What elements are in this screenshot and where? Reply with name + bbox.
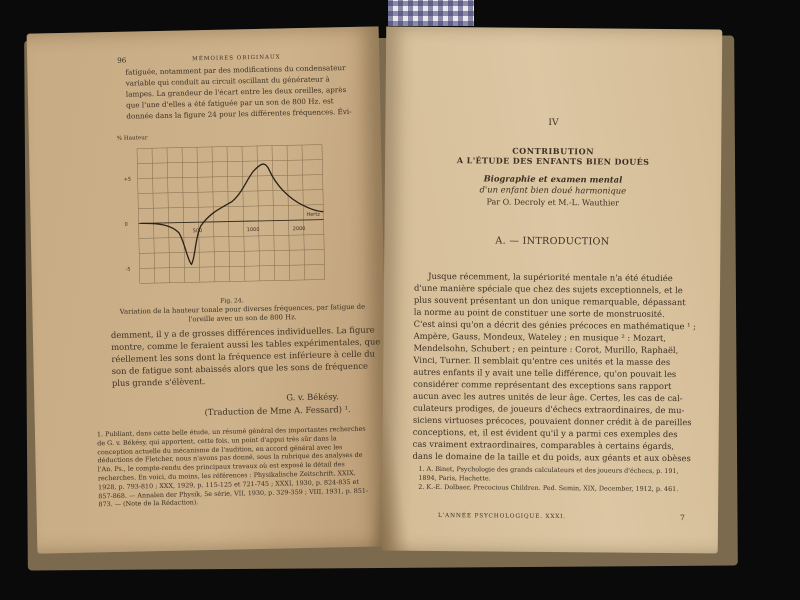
article-title-line1: CONTRIBUTION <box>512 145 595 157</box>
figure-caption-title: Fig. 24. <box>220 297 244 305</box>
running-foot: L'ANNÉE PSYCHOLOGIQUE. XXXI. <box>437 513 566 521</box>
intro-line: donnée dans la figure 24 pour les différentes fréquences. Évi- <box>126 106 352 121</box>
right-page <box>382 27 723 554</box>
chapter-number: IV <box>548 117 559 129</box>
body-line: réellement les sons dont la fréquence est inférieure à celle du <box>111 348 376 365</box>
intro-line: lampes. La grandeur de l'écart entre les deux oreilles, après <box>125 85 347 99</box>
y-tick: 0 <box>124 221 128 228</box>
article-title-line2: A L'ÉTUDE DES ENFANTS BIEN DOUÉS <box>456 155 650 167</box>
x-tick: 500 <box>192 228 203 235</box>
body-line: conceptions, et, il est évident qu'il y a parmi ces exemples des <box>412 426 678 440</box>
y-tick: +5 <box>123 176 132 183</box>
translation-note: (Traduction de Mme A. Fessard) ¹. <box>204 404 351 418</box>
body-line: Vinci, Turner. Il semblait qu'entre ces unités et la masse des <box>413 354 671 368</box>
body-line: autres enfants il y avait une telle différence, qu'on pouvait les <box>413 366 677 380</box>
left-running-head: MÉMOIRES ORIGINAUX <box>192 54 281 63</box>
body-line: siciens virtuoses précoces, pouvaient donner crédit à de pareilles <box>412 414 692 428</box>
intro-line: que l'une d'elles a été fatiguée par un son de 800 Hz. est <box>126 96 334 110</box>
footnote: 2. K.-E. Dolbaer, Precocious Children. Ped. Semin, XIX, December, 1912, p. 461. <box>418 482 679 494</box>
section-heading: A. — INTRODUCTION <box>495 235 610 248</box>
body-line: demment, il y a de grosses différences individuelles. La figure <box>110 324 375 341</box>
figure-y-axis-label: % Hauteur <box>116 135 148 142</box>
body-line: d'une manière spéciale que chez des sujets exceptionnels, et le <box>413 282 683 296</box>
body-line: son de fatigue sont abaissés alors que les sons de fréquence <box>111 360 369 377</box>
signature: G. v. Békésy. <box>286 391 339 403</box>
figure-24-graph <box>117 139 330 293</box>
intro-line: fatiguée, notamment par des modifications du condensateur <box>125 63 346 77</box>
body-line: considérer comme représentant des exceptions sans rapport <box>413 378 672 392</box>
subtitle-line1: Biographie et examen mental <box>483 173 623 185</box>
body-line: Jusque récemment, la supériorité mentale n'a été étudiée <box>428 270 673 284</box>
authors: Par O. Decroly et M.-L. Wauthier <box>486 197 620 208</box>
body-line: Ampère, Gauss, Mondeux, Wateley ; en musique ² : Mozart, <box>413 330 666 343</box>
body-line: C'est ainsi qu'on a décrit des génies précoces en mathématique ¹ ; <box>413 318 697 332</box>
x-tick: 2000 <box>292 225 306 233</box>
figure-caption: Variation de la hauteur tonale pour diverses fréquences, par fatigue de l'oreille avec un son de 800 Hz. <box>119 302 366 324</box>
body-line: plus grande s'élèvent. <box>111 376 206 389</box>
body-line: culateurs prodiges, de joueurs d'échecs extraordinaires, de mu- <box>412 402 685 416</box>
subtitle-line2: d'un enfant bien doué harmonique <box>479 184 627 196</box>
body-line: plus souvent présentant un don unique remarquable, dépassant <box>413 294 686 308</box>
paper-tab <box>388 0 474 26</box>
body-line: aucun avec les autres unités de leur âge. Certes, les cas de cal- <box>413 390 683 404</box>
body-line: cas vraiment extraordinaires, comparables à certains égards, <box>412 438 675 452</box>
body-line: Mendelsohn, Schubert ; en peinture : Corot, Murillo, Raphaël, <box>413 342 679 356</box>
right-page-number: 7 <box>679 513 685 523</box>
intro-line: variable qui conduit au circuit oscillant du générateur à <box>125 74 330 88</box>
footnote: 1. A. Binet, Psychologie des grands calculateurs et des joueurs d'échecs, p. 191, 1894, Paris, Hachette. <box>418 464 679 483</box>
left-page <box>27 26 390 553</box>
y-tick: -5 <box>125 266 131 273</box>
zero-axis <box>139 220 324 224</box>
footnote: 1. Publiant, dans cette belle étude, un résumé général des importantes recherches de G. v. Békésy, qui apportent, cette fois, un point d'appui très sûr dans la conception actuelle du mécanisme de l'audition, en accord général avec les déductions de Fletcher, nous n'avons pas donné, sous la rubrique des analyses de l'An. Ps., le compte-rendu des principaux travaux où est exposé le détail des recherches. En voici, du moins, les références : Physikalische Zeitschrift, XXIX, 1928, p. 793-810 ; XXX, 1929, p. 115-125 et 721-745 ; XXXI, 1930, p. 824-835 et 857-868. — Annalen der Physik, 5e série, VII, 1930, p. 329-359 ; VIII, 1931, p. 851-873. — (Note de la Rédaction). <box>96 424 369 509</box>
body-line: la norme au point de constituer une sorte de monstruosité. <box>413 306 665 319</box>
body-line: dans le domaine de la taille et du poids, aux géants et aux obèses <box>412 450 691 464</box>
x-tick: 1000 <box>246 226 260 234</box>
x-axis-label: Hertz <box>306 211 320 218</box>
left-page-number: 96 <box>117 55 127 65</box>
body-line: montre, comme le feraient aussi les tables expérimentales, que <box>111 336 381 353</box>
